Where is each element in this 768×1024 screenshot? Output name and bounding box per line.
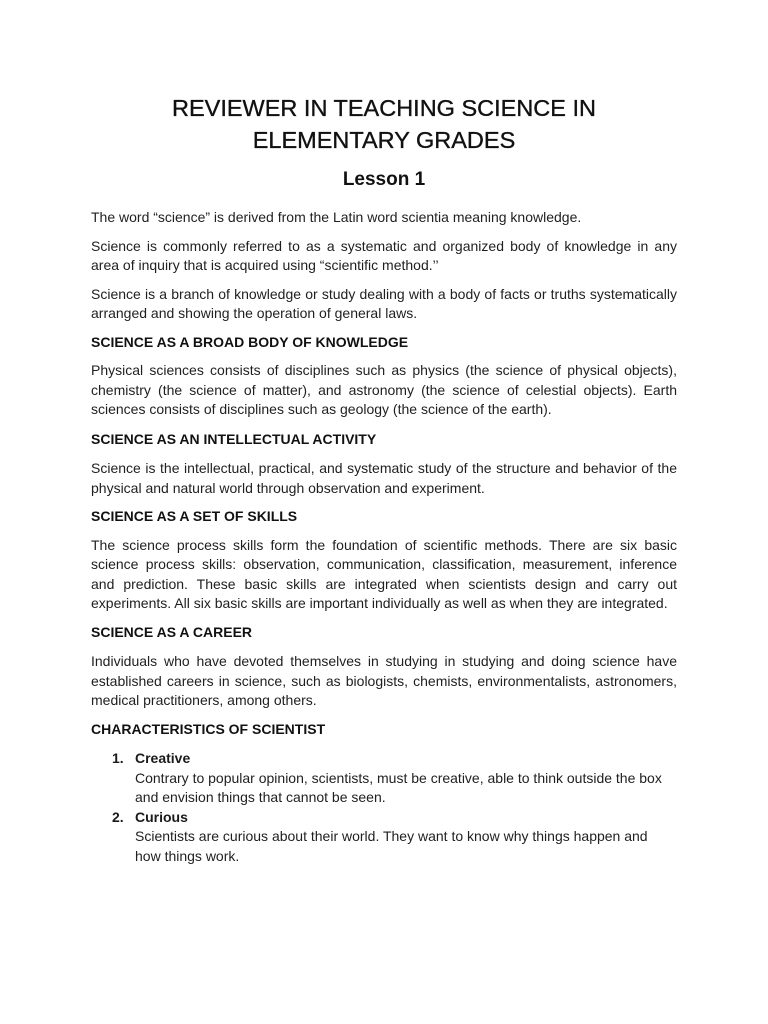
document-content [91,92,677,866]
list-item-text: Scientists are curious about their world. They want to know why things happen and how things work. [135,828,648,864]
document-title [91,92,677,156]
intro-paragraph: The word “science” is derived from the Latin word scientia meaning knowledge. [91,209,582,225]
intro-paragraph: Science is a branch of knowledge or study dealing with a body of facts or truths systematically arranged and showing the operation of general laws. [91,285,677,321]
list-number: 2. [112,808,124,825]
section-text-intellectual-activity: Science is the intellectual, practical, and systematic study of the structure and behavior of the physical and natural world through observation and experiment. [91,460,677,496]
lesson-heading: Lesson 1 [342,169,426,190]
list-item-text: Contrary to popular opinion, scientists, must be creative, able to think outside the box and envision things that cannot be seen. [135,769,662,805]
list-item-title: Curious [135,808,188,825]
intro-paragraph: Science is commonly referred to as a systematic and organized body of knowledge in any area of inquiry that is acquired using “scientific method.’’ [91,237,677,273]
section-text-broad-body: Physical sciences consists of disciplines such as physics (the science of physical objects), chemistry (the science of matter), and astronomy (the science of celestial objects). Earth sciences consists of disciplines such as geology (the science of the earth). [91,362,677,417]
characteristics-heading: CHARACTERISTICS OF SCIENTIST [91,720,326,737]
list-item [91,808,677,867]
section-heading-career: SCIENCE AS A CAREER [91,623,253,640]
section-heading-broad-body: SCIENCE AS A BROAD BODY OF KNOWLEDGE [91,333,409,350]
list-number: 1. [112,750,124,766]
title-line-1: REVIEWER IN TEACHING SCIENCE IN [172,95,596,121]
section-text-set-of-skills: The science process skills form the foundation of scientific methods. There are six basic science process skills: observation, communication, classification, measurement, inference and prediction. These basic skills are integrated when scientists design and carry out experiments. All six basic skills are important individually as well as when they are integrated. [91,536,677,611]
section-heading-set-of-skills: SCIENCE AS A SET OF SKILLS [91,508,298,524]
list-item-title: Creative [135,750,191,766]
section-heading-intellectual-activity: SCIENCE AS AN INTELLECTUAL ACTIVITY [91,430,377,447]
list-item [91,749,677,808]
characteristics-list [91,749,677,866]
section-text-career: Individuals who have devoted themselves in studying in studying and doing science have established careers in science, such as biologists, chemists, environmentalists, astronomers, medical practitioners, among others. [91,653,677,708]
title-line-2: ELEMENTARY GRADES [252,127,516,153]
